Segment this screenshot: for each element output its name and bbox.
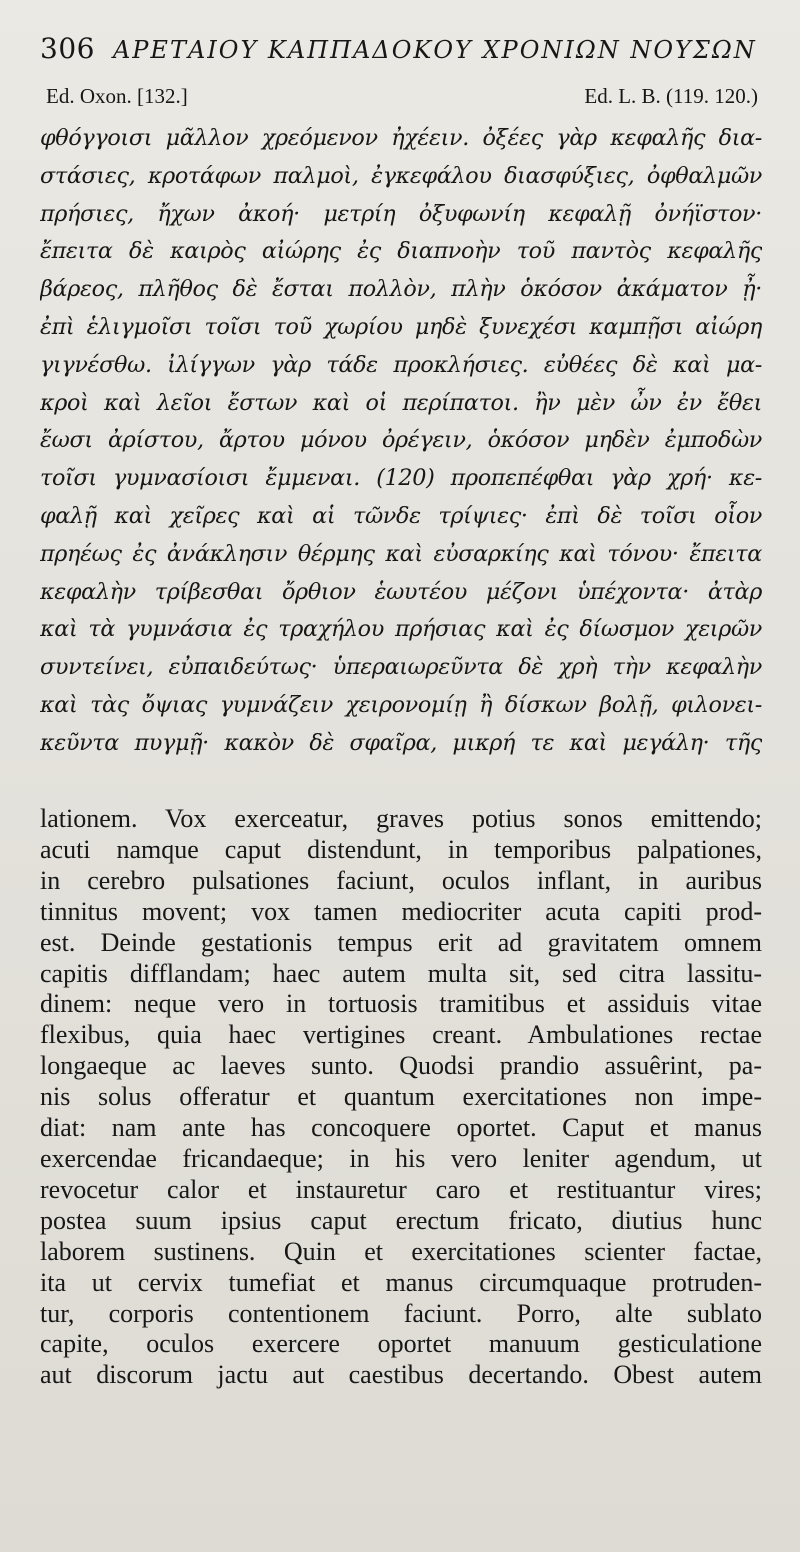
latin-line: flexibus, quia haec vertigines creant. Ambulationes rectae <box>40 1020 762 1050</box>
latin-line: tinnitus movent; vox tamen mediocriter acuta capiti prod- <box>40 896 762 926</box>
latin-line: in cerebro pulsationes faciunt, oculos inflant, in auribus <box>40 865 762 895</box>
latin-line: aut discorum jactu aut caestibus decertando. Obest autem <box>40 1360 762 1390</box>
latin-line: dinem: neque vero in tortuosis tramitibus et assiduis vitae <box>40 989 762 1019</box>
greek-line: κεῦντα πυγμῇ· κακὸν δὲ σφαῖρα, μικρή τε καὶ μεγάλη· τῆς <box>40 729 762 756</box>
greek-line: γιγνέσθω. ἰλίγγων γὰρ τάδε προκλήσιες. εὐθέες δὲ καὶ μα- <box>40 351 762 378</box>
edition-oxford: Ed. Oxon. [132.] <box>46 84 188 108</box>
greek-line: ἐπὶ ἑλιγμοῖσι τοῖσι τοῦ χωρίου μηδὲ ξυνεχέσι καμπῇσι αἰώρη <box>40 313 762 340</box>
latin-line: nis solus offeratur et quantum exercitationes non impe- <box>40 1082 762 1112</box>
latin-line: ita ut cervix tumefiat et manus circumquaque protruden- <box>40 1267 762 1297</box>
latin-line: acuti namque caput distendunt, in temporibus palpationes, <box>40 834 762 864</box>
latin-line: tur, corporis contentionem faciunt. Porro, alte sublato <box>40 1298 762 1328</box>
edition-leiden: Ed. L. B. (119. 120.) <box>584 84 758 108</box>
greek-line: καὶ τὰς ὄψιας γυμνάζειν χειρονομίῃ ἢ δίσκων βολῇ, φιλονει- <box>40 691 762 718</box>
latin-line: lationem. Vox exerceatur, graves potius sonos emittendo; <box>40 804 762 833</box>
edition-references <box>40 84 764 118</box>
running-title: ΑΡΕΤΑΙΟΥ ΚΑΠΠΑΔΟΚΟΥ ΧΡΟΝΙΩΝ ΝΟΥΣΩΝ <box>112 36 757 64</box>
page-number: 306 <box>40 32 95 65</box>
greek-line: φθόγγοισι μᾶλλον χρεόμενον ἠχέειν. ὀξέες γὰρ κεφαλῆς δια- <box>40 125 762 151</box>
greek-text <box>40 120 764 763</box>
greek-line: κροὶ καὶ λεῖοι ἔστων καὶ οἱ περίπατοι. ἢν μὲν ὦν ἐν ἔθει <box>40 389 762 416</box>
greek-line: στάσιες, κροτάφων παλμοὶ, ἐγκεφάλου διασφύξιες, ὀφθαλμῶν <box>40 162 762 189</box>
greek-line: κεφαλὴν τρίβεσθαι ὄρθιον ἑωυτέου μέζονι ὑπέχοντα· ἀτὰρ <box>40 578 762 605</box>
latin-line: longaeque ac laeves sunto. Quodsi prandio assuêrint, pa- <box>40 1051 762 1081</box>
greek-line: τοῖσι γυμνασίοισι ἔμμεναι. (120) προπεπέφθαι γὰρ χρή· κε- <box>40 465 762 492</box>
latin-line: est. Deinde gestationis tempus erit ad gravitatem omnem <box>40 927 762 957</box>
latin-translation <box>40 804 762 1391</box>
greek-line: φαλῇ καὶ χεῖρες καὶ αἱ τῶνδε τρίψιες· ἐπὶ δὲ τοῖσι οἷον <box>40 502 762 529</box>
greek-line: συντείνει, εὐπαιδεύτως· ὑπεραιωρεῦντα δὲ χρὴ τὴν κεφαλὴν <box>40 654 762 681</box>
greek-line: ἔωσι ἀρίστου, ἄρτου μόνου ὀρέγειν, ὁκόσον μηδὲν ἐμποδὼν <box>40 427 762 454</box>
greek-line: πρήσιες, ἤχων ἀκοή· μετρίη ὀξυφωνίη κεφαλῇ ὀνήϊστον· <box>40 200 762 227</box>
latin-line: capitis difflandam; haec autem multa sit, sed citra lassitu- <box>40 958 762 988</box>
greek-line: βάρεος, πλῆθος δὲ ἔσται πολλὸν, πλὴν ὁκόσον ἀκάματον ᾖ· <box>40 276 762 303</box>
latin-line: capite, oculos exercere oportet manuum gesticulatione <box>40 1329 762 1359</box>
greek-line: ἔπειτα δὲ καιρὸς αἰώρης ἐς διαπνοὴν τοῦ παντὸς κεφαλῆς <box>40 238 762 265</box>
latin-line: postea suum ipsius caput erectum fricato, diutius hunc <box>40 1205 762 1235</box>
greek-line: καὶ τὰ γυμνάσια ἐς τραχήλου πρήσιας καὶ ἐς δίωσμον χειρῶν <box>40 616 762 643</box>
page-header <box>40 32 764 76</box>
latin-line: exercendae fricandaeque; in his vero leniter agendum, ut <box>40 1143 762 1173</box>
latin-line: laborem sustinens. Quin et exercitationes scienter factae, <box>40 1236 762 1266</box>
latin-line: diat: nam ante has concoquere oportet. Caput et manus <box>40 1113 762 1143</box>
latin-line: revocetur calor et instauretur caro et restituantur vires; <box>40 1174 762 1204</box>
greek-line: πρηέως ἐς ἀνάκλησιν θέρμης καὶ εὐσαρκίης καὶ τόνου· ἔπειτα <box>40 540 762 567</box>
